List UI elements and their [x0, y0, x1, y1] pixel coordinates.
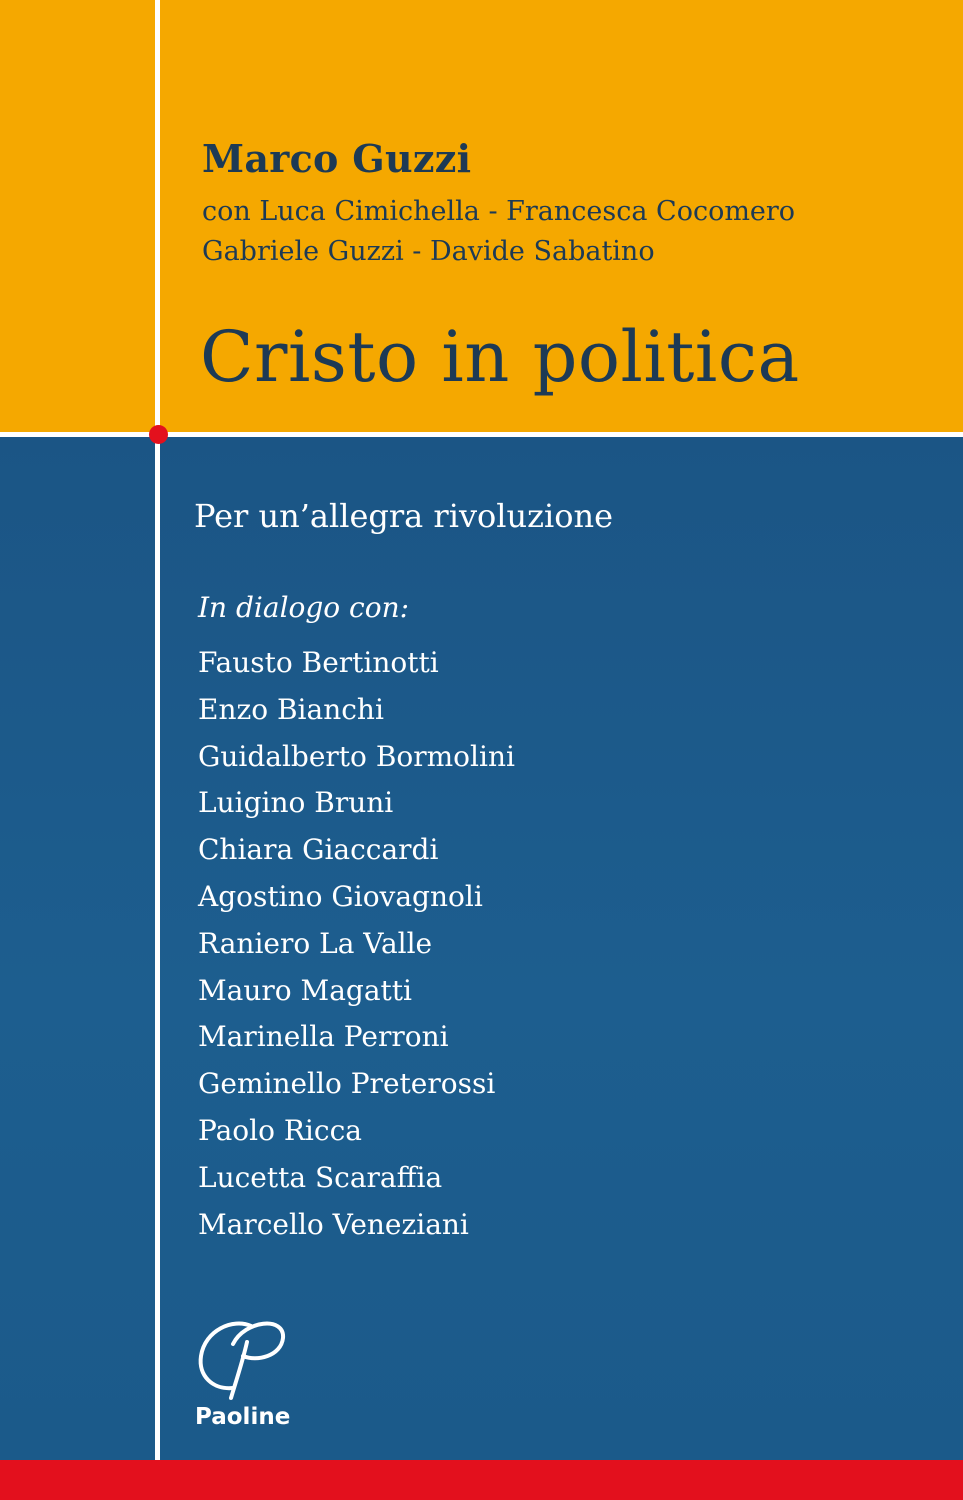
- dialogue-label: In dialogo con:: [198, 591, 410, 624]
- book-title: Cristo in politica: [200, 316, 800, 398]
- main-author: Marco Guzzi: [202, 136, 472, 181]
- interlocutor-name: Mauro Magatti: [198, 973, 412, 1007]
- interlocutor-list: [198, 640, 515, 1248]
- paoline-monogram-icon: [193, 1312, 293, 1404]
- bottom-red-band: [0, 1460, 963, 1500]
- coauthors-line-2: Gabriele Guzzi - Davide Sabatino: [202, 236, 655, 267]
- interlocutor-name: Guidalberto Bormolini: [198, 739, 515, 773]
- coauthors: [202, 192, 795, 272]
- vertical-rule: [155, 0, 160, 1460]
- interlocutor-name: Chiara Giaccardi: [198, 833, 439, 867]
- interlocutor-name: Paolo Ricca: [198, 1113, 362, 1147]
- interlocutor-name: Luigino Bruni: [198, 786, 394, 820]
- coauthors-line-1: con Luca Cimichella - Francesca Cocomero: [202, 196, 796, 227]
- interlocutor-name: Lucetta Scaraffia: [198, 1160, 443, 1194]
- red-dot-marker: [149, 425, 168, 444]
- interlocutor-name: Fausto Bertinotti: [198, 646, 439, 679]
- interlocutor-name: Raniero La Valle: [198, 926, 433, 960]
- book-subtitle: Per un’allegra rivoluzione: [194, 497, 614, 535]
- interlocutor-name: Geminello Preterossi: [198, 1067, 496, 1101]
- interlocutor-name: Marinella Perroni: [198, 1020, 449, 1054]
- interlocutor-name: Agostino Giovagnoli: [198, 879, 483, 913]
- horizontal-rule: [0, 432, 963, 437]
- interlocutor-name: Marcello Veneziani: [198, 1207, 469, 1241]
- publisher-name: Paoline: [195, 1404, 291, 1430]
- interlocutor-name: Enzo Bianchi: [198, 692, 384, 726]
- publisher-logo: [193, 1312, 293, 1437]
